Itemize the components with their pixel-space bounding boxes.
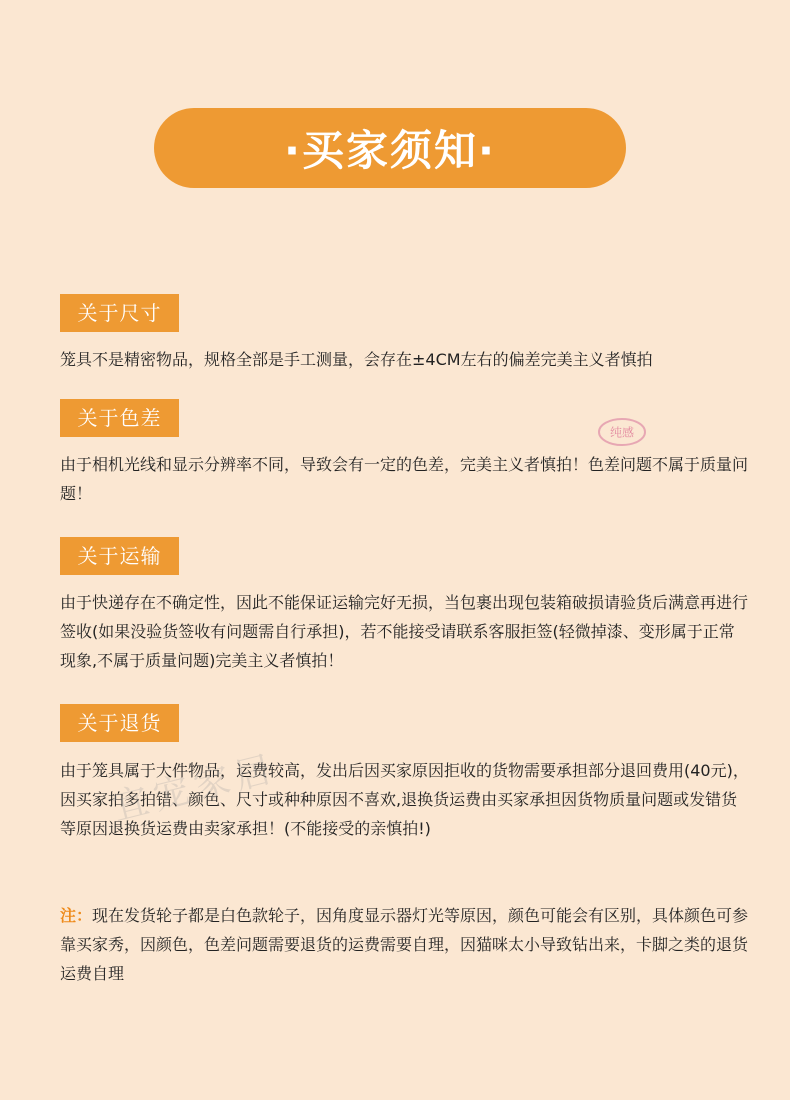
brand-seal-icon [597, 417, 647, 447]
watermark: 宜宠家居 [108, 748, 282, 829]
section-label-returns: 关于退货 [60, 704, 179, 742]
note-paragraph [60, 901, 750, 988]
seal-text: 纯感 [609, 425, 635, 440]
note-text: 现在发货轮子都是白色款轮子，因角度显示器灯光等原因，颜色可能会有区别，具体颜色可参靠买家秀，因颜色，色差问题需要退货的运费需要自理，因猫咪太小导致钻出来，卡脚之类的退货运费自理 [60, 906, 749, 983]
note-label: 注： [60, 906, 93, 925]
section-text-returns: 由于笼具属于大件物品，运费较高，发出后因买家原因拒收的货物需要承担部分退回费用(40元)，因买家拍多拍错、颜色、尺寸或种种原因不喜欢,退换货运费由买家承担因货物质量问题或发错货等原因退换货运费由卖家承担！(不能接受的亲慎拍!) [60, 761, 749, 838]
section-text-size: 笼具不是精密物品，规格全部是手工测量，会存在±4CM左右的偏差完美主义者慎拍 [60, 350, 653, 369]
section-text-shipping: 由于快递存在不确定性，因此不能保证运输完好无损，当包裹出现包装箱破损请验货后满意再进行签收(如果没验货签收有问题需自行承担)，若不能接受请联系客服拒签(轻微掉漆、变形属于正常现象,不属于质量问题)完美主义者慎拍！ [60, 593, 749, 670]
section-label-shipping: 关于运输 [60, 537, 179, 575]
section-label-size: 关于尺寸 [60, 294, 179, 332]
section-text-color: 由于相机光线和显示分辨率不同，导致会有一定的色差，完美主义者慎拍！色差问题不属于质量问题！ [60, 455, 749, 503]
section-label-color: 关于色差 [60, 399, 179, 437]
page-title: ·买家须知· [154, 108, 626, 188]
